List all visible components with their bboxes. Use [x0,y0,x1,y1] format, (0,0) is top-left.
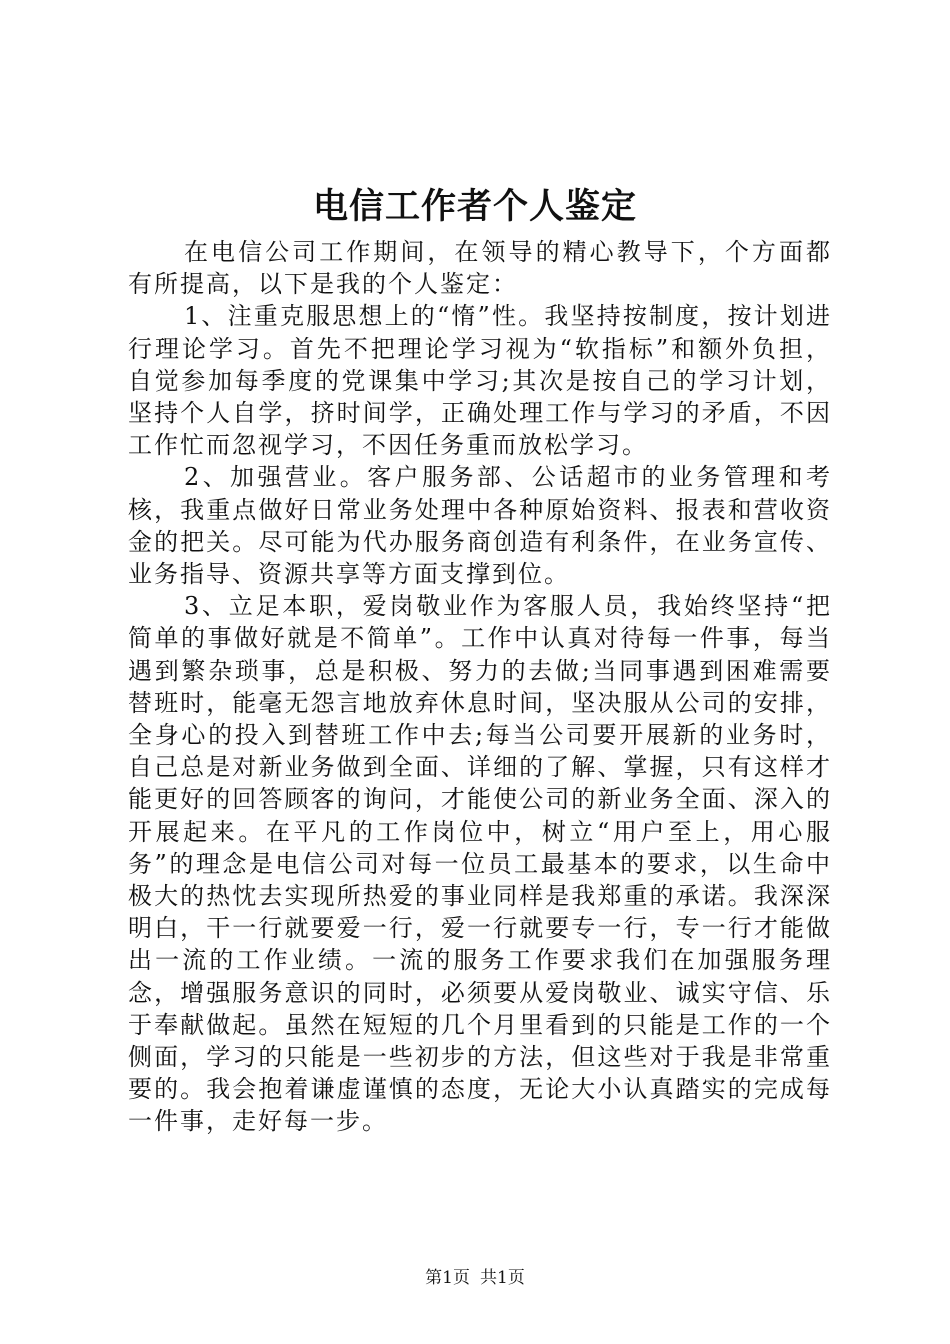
page-total: 共1页 [480,1268,525,1288]
paragraph-item-1: 1、注重克服思想上的“惰”性。我坚持按制度，按计划进行理论学习。首先不把理论学习视为“软指标”和额外负担，自觉参加每季度的党课集中学习;其次是按自己的学习计划，坚持个人自学，挤时间学，正确处理工作与学习的矛盾，不因工作忙而忽视学习，不因任务重而放松学习。 [128,302,832,460]
page-number: 第1页 [425,1268,470,1288]
document-title: 电信工作者个人鉴定 [312,186,637,227]
paragraph-item-3: 3、立足本职，爱岗敬业作为客服人员，我始终坚持“把简单的事做好就是不简单”。工作中认真对待每一件事，每当遇到繁杂琐事，总是积极、努力的去做;当同事遇到困难需要替班时，能毫无怨言地放弃休息时间，坚决服从公司的安排，全身心的投入到替班工作中去;每当公司要开展新的业务时，自己总是对新业务做到全面、详细的了解、掌握，只有这样才能更好的回答顾客的询问，才能使公司的新业务全面、深入的开展起来。在平凡的工作岗位中，树立“用户至上，用心服务”的理念是电信公司对每一位员工最基本的要求，以生命中极大的热忱去实现所热爱的事业同样是我郑重的承诺。我深深明白，干一行就要爱一行，爱一行就要专一行，专一行才能做出一流的工作业绩。一流的服务工作要求我们在加强服务理念，增强服务意识的同时，必须要从爱岗敬业、诚实守信、乐于奉献做起。虽然在短短的几个月里看到的只能是工作的一个侧面，学习的只能是一些初步的方法，但这些对于我是非常重要的。我会抱着谦虚谨慎的态度，无论大小认真踏实的完成每一件事，走好每一步。 [128,592,832,1136]
paragraph-item-2: 2、加强营业。客户服务部、公话超市的业务管理和考核，我重点做好日常业务处理中各种原始资料、报表和营收资金的把关。尽可能为代办服务商创造有利条件，在业务宣传、业务指导、资源共享等方面支撑到位。 [128,463,832,589]
paragraph-intro: 在电信公司工作期间，在领导的精心教导下，个方面都有所提高，以下是我的个人鉴定： [128,238,832,299]
page-footer [0,1266,950,1290]
document-body [128,236,832,1138]
